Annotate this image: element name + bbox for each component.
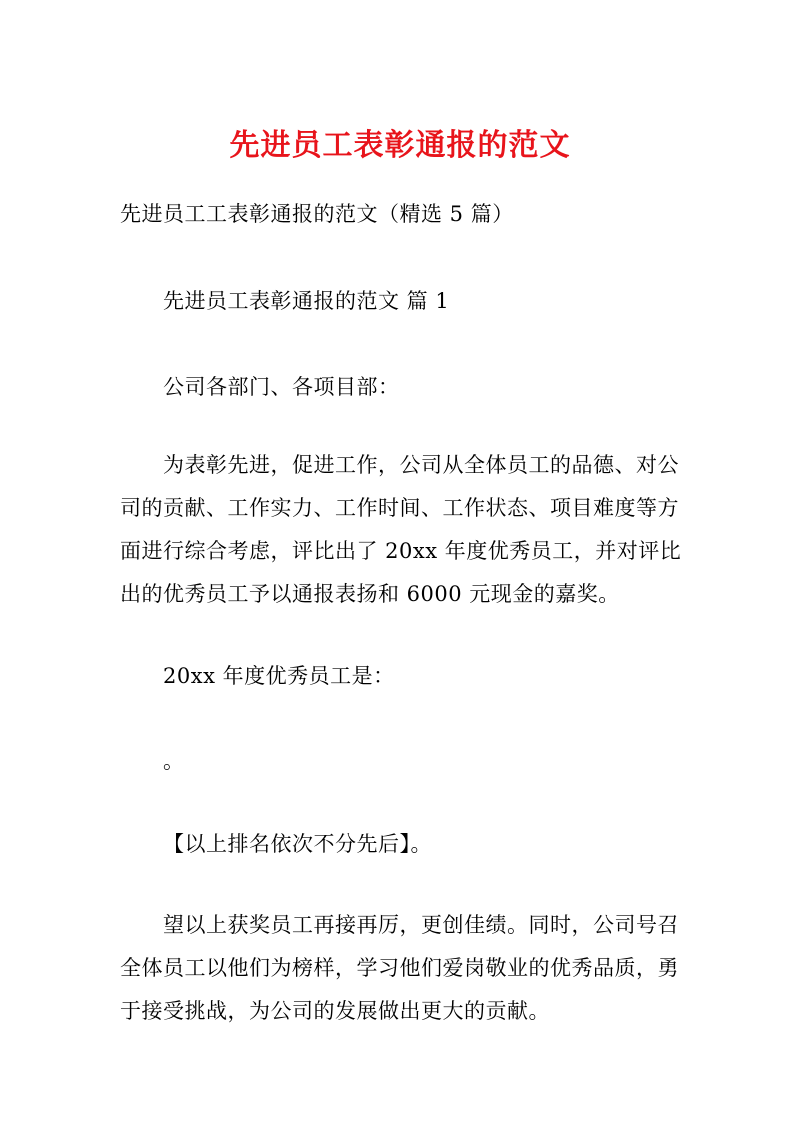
- paragraph-1-line: 为表彰先进，促进工作，公司从全体员工的品德、对公: [163, 453, 679, 477]
- salutation: 公司各部门、各项目部：: [163, 375, 400, 399]
- blank-line: 。: [163, 749, 185, 773]
- paragraph-2-line: 全体员工以他们为榜样，学习他们爱岗敬业的优秀品质，勇: [120, 956, 679, 980]
- paragraph-2: [120, 904, 700, 1033]
- paragraph-1: [120, 444, 700, 616]
- paragraph-1-line: 出的优秀员工予以通报表扬和 6000 元现金的嘉奖。: [120, 582, 620, 606]
- section-heading: 先进员工表彰通报的范文 篇 1: [163, 289, 450, 313]
- paragraph-1-line: 面进行综合考虑，评比出了 20xx 年度优秀员工，并对评比: [120, 539, 682, 563]
- paragraph-1-line: 司的贡献、工作实力、工作时间、工作状态、项目难度等方: [120, 496, 679, 520]
- document-title: 先进员工表彰通报的范文: [229, 128, 571, 163]
- award-heading: 20xx 年度优秀员工是：: [163, 664, 395, 688]
- document-subtitle: 先进员工工表彰通报的范文（精选 5 篇）: [120, 202, 514, 226]
- paragraph-2-line: 于接受挑战，为公司的发展做出更大的贡献。: [120, 999, 550, 1023]
- paragraph-2-line: 望以上获奖员工再接再厉，更创佳绩。同时，公司号召: [163, 913, 679, 937]
- ranking-note: 【以上排名依次不分先后】。: [163, 832, 432, 856]
